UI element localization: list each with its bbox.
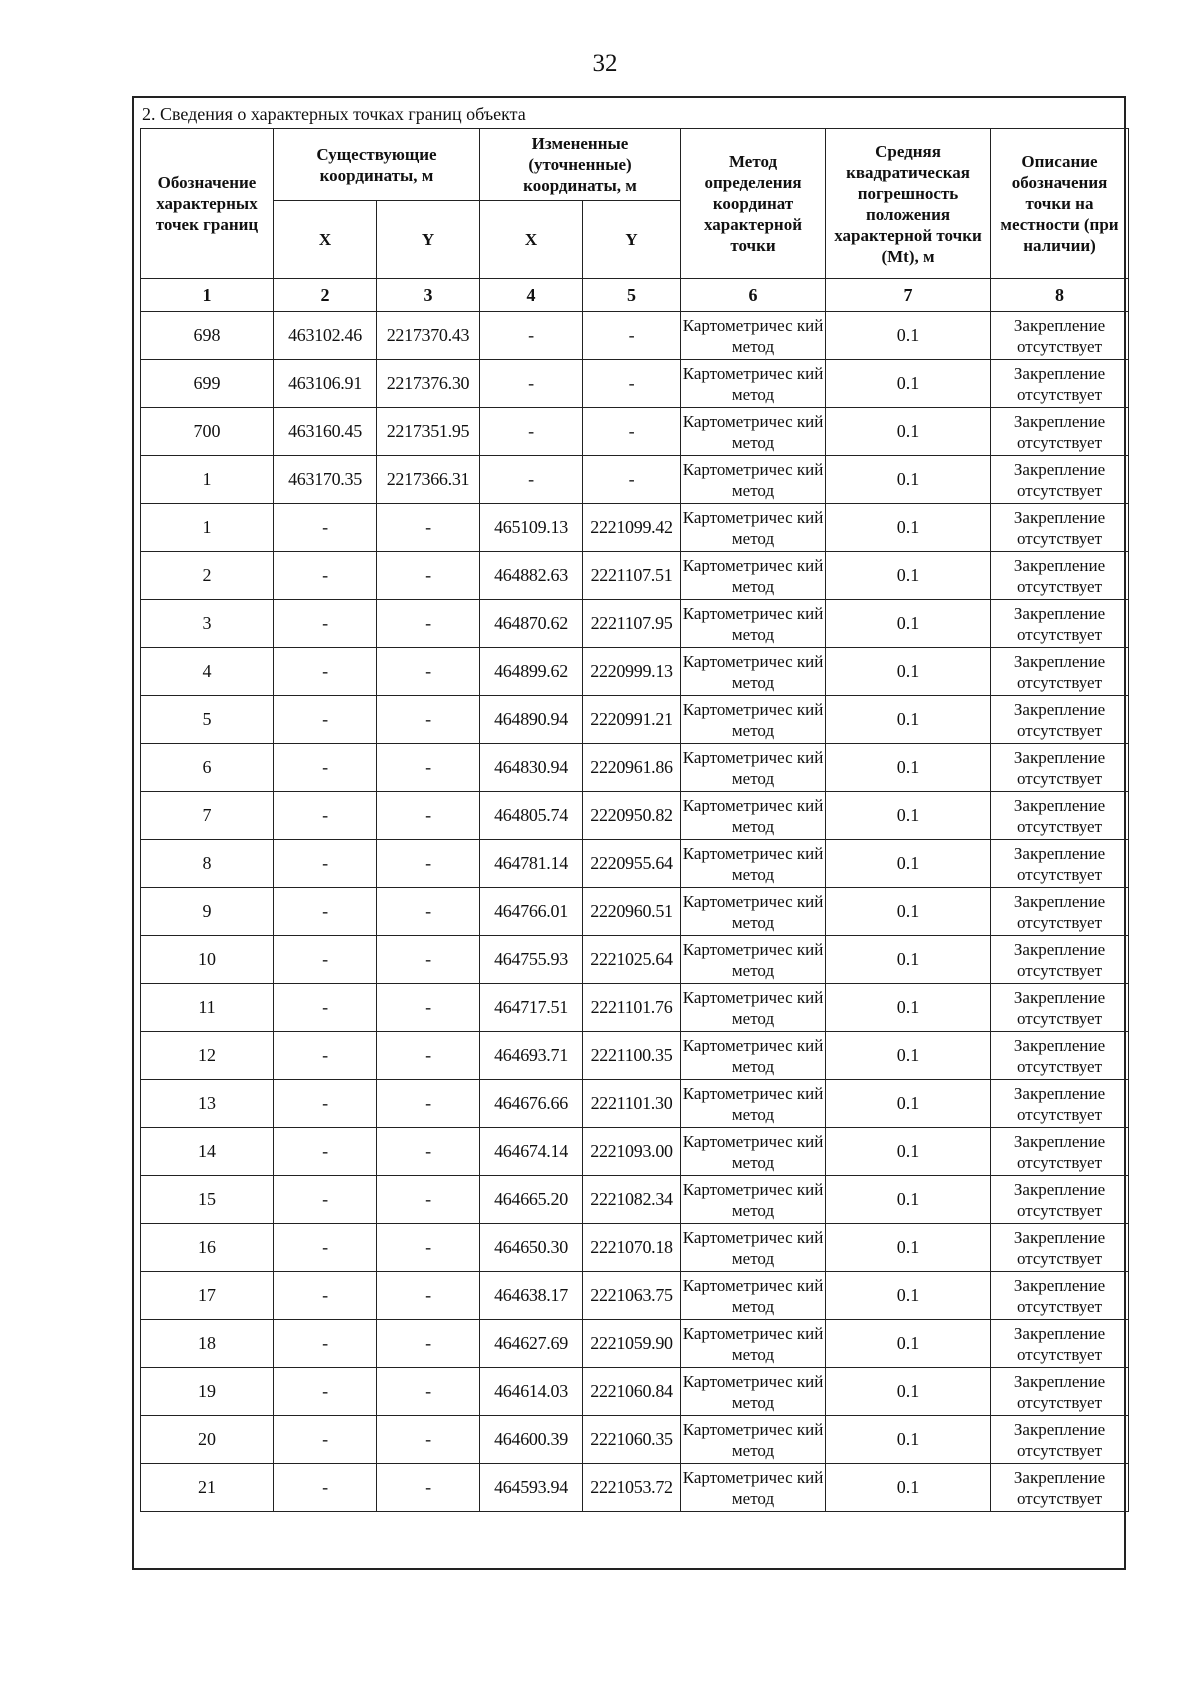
point-designation: 10 [141,936,274,984]
error-value: 0.1 [826,552,991,600]
changed-x: 464766.01 [480,888,583,936]
existing-x: - [274,552,377,600]
method: Картометричес кий метод [681,840,826,888]
table-row [141,600,1129,648]
changed-y: - [583,360,681,408]
changed-x: 464650.30 [480,1224,583,1272]
changed-x: 464882.63 [480,552,583,600]
method: Картометричес кий метод [681,1320,826,1368]
table-row [141,1464,1129,1512]
changed-x: 464890.94 [480,696,583,744]
existing-x: - [274,984,377,1032]
point-description: Закрепление отсутствует [991,840,1129,888]
table-row [141,696,1129,744]
point-designation: 700 [141,408,274,456]
table-row [141,936,1129,984]
changed-y: 2221107.95 [583,600,681,648]
existing-y: - [377,1272,480,1320]
existing-x: - [274,1128,377,1176]
error-value: 0.1 [826,744,991,792]
error-value: 0.1 [826,1224,991,1272]
table-row [141,456,1129,504]
error-value: 0.1 [826,840,991,888]
changed-y: 2221082.34 [583,1176,681,1224]
point-description: Закрепление отсутствует [991,1128,1129,1176]
table-row [141,792,1129,840]
existing-x: 463160.45 [274,408,377,456]
table-row [141,1416,1129,1464]
point-designation: 5 [141,696,274,744]
method: Картометричес кий метод [681,792,826,840]
error-value: 0.1 [826,984,991,1032]
changed-y: 2220950.82 [583,792,681,840]
changed-x: - [480,360,583,408]
point-designation: 3 [141,600,274,648]
point-designation: 17 [141,1272,274,1320]
table-row [141,552,1129,600]
changed-x: - [480,312,583,360]
method: Картометричес кий метод [681,600,826,648]
method: Картометричес кий метод [681,1224,826,1272]
existing-x: - [274,792,377,840]
method: Картометричес кий метод [681,1368,826,1416]
changed-x: 464755.93 [480,936,583,984]
table-row [141,1032,1129,1080]
error-value: 0.1 [826,1320,991,1368]
changed-y: - [583,456,681,504]
table-row [141,888,1129,936]
error-value: 0.1 [826,1032,991,1080]
changed-y: 2220955.64 [583,840,681,888]
error-value: 0.1 [826,888,991,936]
point-designation: 18 [141,1320,274,1368]
empty-row [141,1512,1129,1543]
point-description: Закрепление отсутствует [991,1320,1129,1368]
existing-x: - [274,1320,377,1368]
header-designation: Обозначение характерных точек границ [141,129,274,279]
column-number: 1 [141,279,274,312]
error-value: 0.1 [826,504,991,552]
point-description: Закрепление отсутствует [991,744,1129,792]
existing-x: - [274,696,377,744]
table-row [141,744,1129,792]
changed-y: 2220999.13 [583,648,681,696]
point-description: Закрепление отсутствует [991,456,1129,504]
empty-cell [141,1512,1129,1543]
method: Картометричес кий метод [681,408,826,456]
header-existing-y: Y [377,201,480,279]
point-description: Закрепление отсутствует [991,504,1129,552]
point-description: Закрепление отсутствует [991,312,1129,360]
changed-y: 2221101.30 [583,1080,681,1128]
changed-x: 464805.74 [480,792,583,840]
method: Картометричес кий метод [681,744,826,792]
existing-y: - [377,1320,480,1368]
table-row [141,504,1129,552]
changed-y: 2221101.76 [583,984,681,1032]
column-number: 2 [274,279,377,312]
point-designation: 2 [141,552,274,600]
point-designation: 1 [141,504,274,552]
table-row [141,360,1129,408]
error-value: 0.1 [826,1176,991,1224]
existing-x: 463106.91 [274,360,377,408]
table-row [141,1128,1129,1176]
error-value: 0.1 [826,360,991,408]
existing-y: 2217351.95 [377,408,480,456]
point-description: Закрепление отсутствует [991,600,1129,648]
point-designation: 13 [141,1080,274,1128]
column-number: 4 [480,279,583,312]
error-value: 0.1 [826,1368,991,1416]
existing-y: - [377,1416,480,1464]
boundary-points-table [140,128,1129,1542]
table-row [141,1320,1129,1368]
changed-y: 2221100.35 [583,1032,681,1080]
changed-x: 464665.20 [480,1176,583,1224]
column-number: 5 [583,279,681,312]
changed-x: 464830.94 [480,744,583,792]
point-designation: 12 [141,1032,274,1080]
table-row [141,1080,1129,1128]
existing-x: - [274,1080,377,1128]
existing-y: - [377,600,480,648]
changed-y: 2220961.86 [583,744,681,792]
point-description: Закрепление отсутствует [991,792,1129,840]
method: Картометричес кий метод [681,1272,826,1320]
method: Картометричес кий метод [681,1080,826,1128]
table-row [141,840,1129,888]
point-designation: 14 [141,1128,274,1176]
existing-x: - [274,1368,377,1416]
existing-y: - [377,1032,480,1080]
header-changed-coords: Измененные (уточненные) координаты, м [480,129,681,201]
existing-x: - [274,936,377,984]
error-value: 0.1 [826,312,991,360]
header-row-1 [141,129,1129,201]
table-row [141,1176,1129,1224]
existing-x: 463102.46 [274,312,377,360]
existing-y: 2217366.31 [377,456,480,504]
error-value: 0.1 [826,600,991,648]
section-title: 2. Сведения о характерных точках границ объекта [142,104,526,124]
point-designation: 15 [141,1176,274,1224]
point-description: Закрепление отсутствует [991,1416,1129,1464]
existing-x: - [274,744,377,792]
point-description: Закрепление отсутствует [991,984,1129,1032]
method: Картометричес кий метод [681,1032,826,1080]
header-description: Описание обозначения точки на местности (при наличии) [991,129,1129,279]
error-value: 0.1 [826,1080,991,1128]
changed-x: 464717.51 [480,984,583,1032]
method: Картометричес кий метод [681,504,826,552]
existing-y: - [377,1080,480,1128]
changed-x: - [480,408,583,456]
changed-y: 2221093.00 [583,1128,681,1176]
method: Картометричес кий метод [681,1416,826,1464]
table-row [141,312,1129,360]
table-row [141,408,1129,456]
point-description: Закрепление отсутствует [991,1080,1129,1128]
changed-x: 464638.17 [480,1272,583,1320]
changed-y: 2221063.75 [583,1272,681,1320]
point-description: Закрепление отсутствует [991,1224,1129,1272]
point-description: Закрепление отсутствует [991,1272,1129,1320]
point-designation: 7 [141,792,274,840]
document-frame [132,96,1126,1570]
error-value: 0.1 [826,408,991,456]
existing-x: - [274,1032,377,1080]
table-row [141,1272,1129,1320]
existing-x: - [274,1416,377,1464]
point-designation: 4 [141,648,274,696]
changed-y: 2220960.51 [583,888,681,936]
existing-x: - [274,840,377,888]
header-error: Средняя квадратическая погрешность положения характерной точки (Mt), м [826,129,991,279]
existing-x: - [274,600,377,648]
point-designation: 1 [141,456,274,504]
point-designation: 20 [141,1416,274,1464]
point-description: Закрепление отсутствует [991,1368,1129,1416]
existing-y: - [377,744,480,792]
existing-y: - [377,984,480,1032]
changed-y: 2221053.72 [583,1464,681,1512]
existing-y: - [377,1464,480,1512]
method: Картометричес кий метод [681,1176,826,1224]
existing-y: - [377,1176,480,1224]
point-designation: 9 [141,888,274,936]
point-designation: 21 [141,1464,274,1512]
table-row [141,648,1129,696]
point-description: Закрепление отсутствует [991,552,1129,600]
existing-y: - [377,1224,480,1272]
existing-y: - [377,840,480,888]
error-value: 0.1 [826,456,991,504]
changed-y: 2221060.35 [583,1416,681,1464]
page-number: 32 [592,50,618,77]
changed-y: 2220991.21 [583,696,681,744]
header-changed-x: X [480,201,583,279]
changed-y: - [583,408,681,456]
method: Картометричес кий метод [681,648,826,696]
changed-y: 2221070.18 [583,1224,681,1272]
point-description: Закрепление отсутствует [991,1032,1129,1080]
existing-x: - [274,1176,377,1224]
error-value: 0.1 [826,648,991,696]
error-value: 0.1 [826,1416,991,1464]
changed-x: 464614.03 [480,1368,583,1416]
existing-x: - [274,1224,377,1272]
existing-y: - [377,504,480,552]
point-description: Закрепление отсутствует [991,888,1129,936]
changed-x: 464899.62 [480,648,583,696]
column-numbers-row [141,279,1129,312]
changed-y: - [583,312,681,360]
existing-x: - [274,1272,377,1320]
existing-y: 2217370.43 [377,312,480,360]
existing-x: - [274,648,377,696]
error-value: 0.1 [826,1128,991,1176]
point-designation: 16 [141,1224,274,1272]
method: Картометричес кий метод [681,984,826,1032]
existing-x: - [274,504,377,552]
point-description: Закрепление отсутствует [991,360,1129,408]
changed-y: 2221107.51 [583,552,681,600]
existing-y: - [377,888,480,936]
point-designation: 8 [141,840,274,888]
existing-y: - [377,552,480,600]
changed-x: 465109.13 [480,504,583,552]
changed-x: 464870.62 [480,600,583,648]
point-description: Закрепление отсутствует [991,1464,1129,1512]
changed-y: 2221059.90 [583,1320,681,1368]
changed-x: 464781.14 [480,840,583,888]
changed-x: 464674.14 [480,1128,583,1176]
existing-y: - [377,1368,480,1416]
point-description: Закрепление отсутствует [991,648,1129,696]
method: Картометричес кий метод [681,888,826,936]
header-existing-coords: Существующие координаты, м [274,129,480,201]
method: Картометричес кий метод [681,696,826,744]
method: Картометричес кий метод [681,1128,826,1176]
error-value: 0.1 [826,936,991,984]
column-number: 8 [991,279,1129,312]
header-method: Метод определения координат характерной точки [681,129,826,279]
method: Картометричес кий метод [681,456,826,504]
column-number: 3 [377,279,480,312]
header-changed-y: Y [583,201,681,279]
existing-x: - [274,888,377,936]
error-value: 0.1 [826,1272,991,1320]
method: Картометричес кий метод [681,360,826,408]
existing-y: - [377,936,480,984]
method: Картометричес кий метод [681,1464,826,1512]
column-number: 7 [826,279,991,312]
point-designation: 6 [141,744,274,792]
method: Картометричес кий метод [681,312,826,360]
table-row [141,984,1129,1032]
existing-y: - [377,792,480,840]
existing-y: - [377,696,480,744]
existing-y: - [377,1128,480,1176]
changed-x: - [480,456,583,504]
column-number: 6 [681,279,826,312]
changed-y: 2221060.84 [583,1368,681,1416]
point-designation: 11 [141,984,274,1032]
existing-x: - [274,1464,377,1512]
changed-x: 464593.94 [480,1464,583,1512]
changed-x: 464627.69 [480,1320,583,1368]
point-description: Закрепление отсутствует [991,1176,1129,1224]
point-description: Закрепление отсутствует [991,696,1129,744]
table-row [141,1224,1129,1272]
changed-y: 2221099.42 [583,504,681,552]
error-value: 0.1 [826,792,991,840]
existing-y: 2217376.30 [377,360,480,408]
method: Картометричес кий метод [681,552,826,600]
point-designation: 19 [141,1368,274,1416]
existing-y: - [377,648,480,696]
point-designation: 698 [141,312,274,360]
header-existing-x: X [274,201,377,279]
point-description: Закрепление отсутствует [991,408,1129,456]
point-designation: 699 [141,360,274,408]
method: Картометричес кий метод [681,936,826,984]
error-value: 0.1 [826,696,991,744]
table-row [141,1368,1129,1416]
changed-y: 2221025.64 [583,936,681,984]
changed-x: 464693.71 [480,1032,583,1080]
point-description: Закрепление отсутствует [991,936,1129,984]
error-value: 0.1 [826,1464,991,1512]
changed-x: 464600.39 [480,1416,583,1464]
changed-x: 464676.66 [480,1080,583,1128]
existing-x: 463170.35 [274,456,377,504]
